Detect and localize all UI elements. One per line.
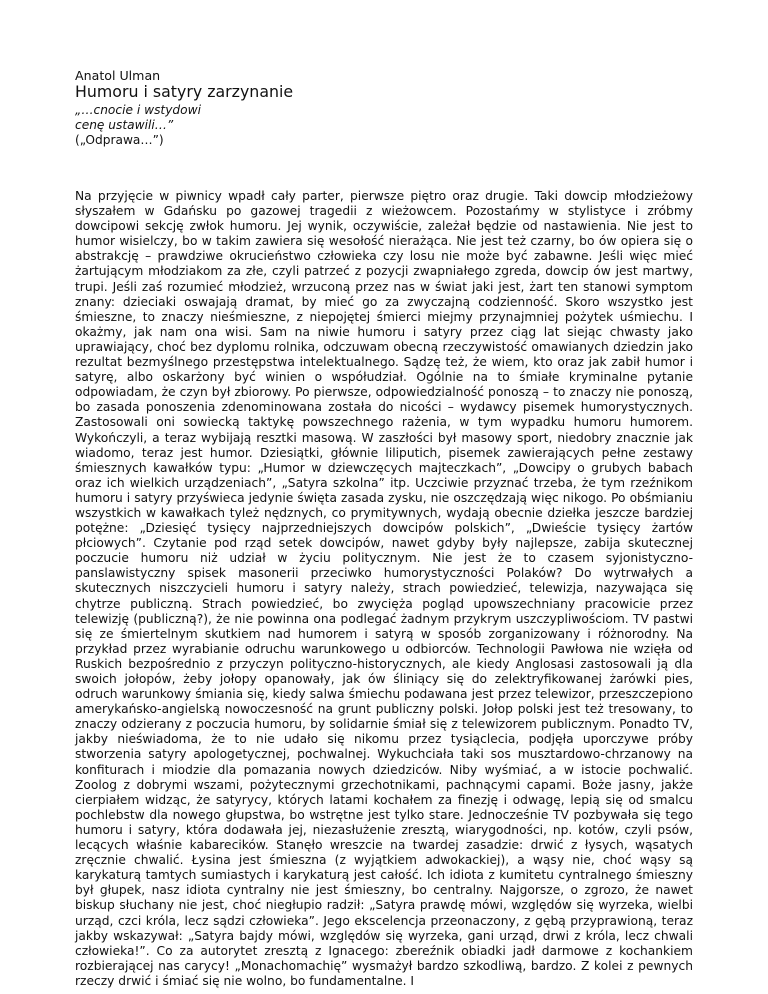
motto-source: („Odprawa…”) [75, 133, 164, 147]
document-page [75, 68, 693, 989]
motto [75, 103, 693, 133]
document-title: Humoru i satyry zarzynanie [75, 82, 294, 101]
author-name: Anatol Ulman [75, 68, 161, 83]
motto-line-1: „…cnocie i wstydowi [75, 103, 201, 117]
motto-line-2: cenę ustawili…” [75, 118, 174, 132]
body-paragraph: Na przyjęcie w piwnicy wpadł cały parter, pierwsze piętro oraz drugie. Taki dowcip młodzieżowy słyszałem w Gdańsku po gazowej tragedii z wieżowcem. Pozostańmy w stylistyce i zróbmy dowcipowi sekcję zwłok humoru. Jej wynik, oczywiście, zależał będzie od nastawienia. Nie jest to humor wisielczy, bo w takim zawiera się wesołość nierażąca. Nie jest też czarny, bo ów opiera się o abstrakcję – prawdziwe okrucieństwo człowieka czy losu nie może być zabawne. Jeśli więc mieć żartującym młodziakom za złe, czyli patrzeć z pozycji zwapniałego zgreda, dowcip ów jest martwy, trupi. Jeśli zaś rozumieć młodzież, wrzuconą przez nas w świat jaki jest, żart ten stanowi symptom znany: dzieciaki oswajają dramat, by mieć go za zwyczajną codzienność. Skoro wszystko jest śmieszne, to znaczy nieśmieszne, z niepojętej śmierci miejmy przynajmniej pożytek uśmiechu. I okażmy, jak nam ona wisi. Sam na niwie humoru i satyry przez ciąg lat siejąc chwasty jako uprawiający, choć bez dyplomu rolnika, odczuwam obecną rzeczywistość omawianych dziedzin jako rezultat bezmyślnego przestępstwa intelektualnego. Sądzę też, że wiem, kto oraz jak zabił humor i satyrę, albo oskarżony być winien o współudział. Ogólnie na to śmiałe kryminalne pytanie odpowiadam, że czyn był zbiorowy. Po pierwsze, odpowiedzialność ponoszą – to znaczy nie ponoszą, bo zasada ponoszenia zdenominowana została do nicości – wydawcy pisemek humorystycznych. Zastosowali oni sowiecką taktykę powszechnego rażenia, w tym wypadku humoru humorem. Wykończyli, a teraz wybijają resztki masową. W zaszłości był masowy sport, niedobry znacznie jak wiadomo, teraz jest humor. Dziesiątki, głównie liliputich, pisemek zawierających pełne zestawy śmiesznych kawałków typu: „Humor w dziewczęcych majteczkach”, „Dowcipy o grubych babach oraz ich wielkich urządzeniach”, „Satyra szkolna” itp. Uczciwie przyznać trzeba, że tym rzeźnikom humoru i satyry przyświeca jedynie święta zasada zysku, nie oszczędzają więc nikogo. Po obśmianiu wszystkich w kawałkach tyleż nędznych, co prymitywnych, wydają obecnie dziełka jeszcze bardziej potężne: „Dziesięć tysięcy najprzedniejszych dowcipów polskich”, „Dwieście tysięcy żartów płciowych”. Czytanie pod rząd setek dowcipów, nawet gdyby były najlepsze, zabija skutecznej poczucie humoru niż udział w życiu politycznym. Nie jest że to czasem syjonistyczno-panslawistyczny spisek masonerii przeciwko humorystyczności Polaków? Do wytrwałych a skutecznych niszczycieli humoru i satyry należy, strach powiedzieć, telewizja, nazywająca się chytrze publiczną. Strach powiedzieć, bo zwycięża pogląd upowszechniany pracowicie przez telewizję (publiczną?), że nie powinna ona podlegać żadnym przykrym uszczypliwościom. TV pastwi się ze śmiertelnym skutkiem nad humorem i satyrą w sposób zorganizowany i różnorodny. Na przykład przez wyrabianie odruchu warunkowego u odbiorców. Technologii Pawłowa nie wzięła od Ruskich bezpośrednio z przyczyn polityczno-historycznych, ale kiedy Anglosasi zastosowali ją dla swoich jołopów, żeby jołopy opanowały, jak ów śliniący się do zelektryfikowanej żarówki pies, odruch warunkowy śmiania się, kiedy salwa śmiechu podawana jest przez telewizor, przeszczepiono amerykańsko-angielską nowoczesność na grunt publiczny polski. Jołop polski jest też tresowany, to znaczy odzierany z poczucia humoru, by solidarnie śmiał się z telewizorem publicznym. Ponadto TV, jakby nieświadoma, że to nie udało się nikomu przez tysiąclecia, podjęła uporczywe próby stworzenia satyry apologetycznej, pochwalnej. Wykuchciała taki sos musztardowo-chrzanowy na konfiturach i miodzie dla pomazania nowych dziedziców. Niby wyśmiać, a w istocie pochwalić. Zoolog z dobrymi wszami, pożytecznymi grzechotnikami, pachnącymi capami. Boże jasny, jakże cierpiałem widząc, że satyrycy, których latami kochałem za finezję i odwagę, lepią się od smalcu pochlebstw dla nowego głupstwa, bo wstrętne jest tylko stare. Jednocześnie TV pozbywała się tego humoru i satyry, która dodawała jej, niezasłużenie zresztą, wiarygodności, np. kotów, czyli psów, lecących właśnie kabarecików. Stanęło wreszcie na twardej zasadzie: drwić z łysych, wąsatych zręcznie chwalić. Łysina jest śmieszna (z wyjątkiem adwokackiej), a wąsy nie, choć wąsy są karykaturą tamtych sumiastych i karykaturą jest całość. Ich idiota z kumitetu cyntralnego śmieszny był głupek, nasz idiota cyntralny nie jest śmieszny, bo centralny. Najgorsze, o zgrozo, że nawet biskup słuchany nie jest, choć niegłupio radził: „Satyra prawdę mówi, względów się wyrzeka, wielbi urząd, czci króla, lecz sądzi człowieka”. Jego ekscelencja przeonaczony, z gębą przyprawioną, teraz jakby wskazywał: „Satyra bajdy mówi, względów się wyrzeka, gani urząd, drwi z króla, lecz chwali człowieka!”. Co za autorytet zresztą z Ignacego: zbereźnik obiadki jadł darmowe z kochankiem rozbierającej nas carycy! „Monachomachię” wysmażył bardzo szkodliwą, bardzo. Z kolei z pewnych rzeczy drwić i śmiać się nie wolno, bo fundamentalne. I [75, 189, 693, 988]
